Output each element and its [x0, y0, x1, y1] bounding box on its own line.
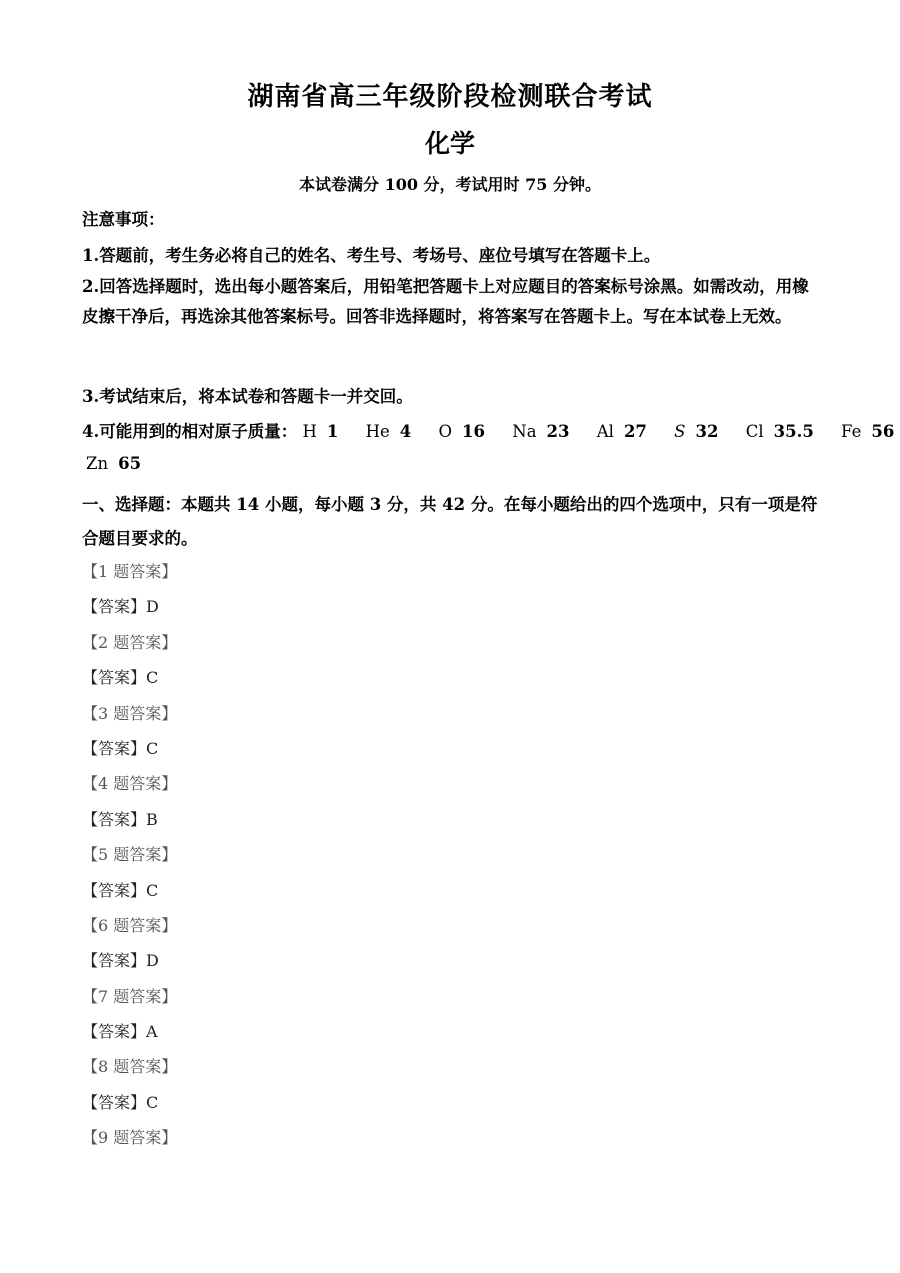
- atomic-mass-row: [82, 418, 900, 442]
- element-symbol: Fe: [841, 422, 862, 441]
- note-item-1: 1.答题前，考生务必将自己的姓名、考生号、考场号、座位号填写在答题卡上。: [82, 246, 661, 265]
- answer-value: 【答案】C: [82, 1092, 159, 1112]
- question-answer-heading: 【2 题答案】: [82, 632, 178, 652]
- subject-title: 化学: [424, 129, 475, 158]
- element-symbol: He: [365, 422, 390, 441]
- note-item-2: 2.回答选择题时，选出每小题答案后，用铅笔把答题卡上对应题目的答案标号涂黑。如需改动，用橡皮擦干净后，再选涂其他答案标号。回答非选择题时，将答案写在答题卡上。写在本试卷上无效。: [82, 277, 809, 326]
- element-mass: 16: [462, 422, 485, 441]
- element-symbol: Zn: [86, 454, 109, 473]
- answer-value: 【答案】C: [82, 880, 159, 900]
- answer-value: 【答案】D: [82, 597, 159, 617]
- question-answer-heading: 【4 题答案】: [82, 774, 178, 794]
- answer-value: 【答案】B: [82, 809, 158, 829]
- note-item-4-label: 4.可能用到的相对原子质量：: [82, 422, 298, 441]
- question-answer-heading: 【5 题答案】: [82, 845, 178, 865]
- element-mass: 1: [326, 422, 339, 441]
- question-answer-heading: 【8 题答案】: [82, 1057, 178, 1077]
- question-answer-heading: 【6 题答案】: [82, 915, 178, 935]
- answer-value: 【答案】C: [82, 738, 159, 758]
- question-answer-heading: 【3 题答案】: [82, 703, 178, 723]
- question-answer-heading: 【7 题答案】: [82, 986, 178, 1006]
- element-symbol: H: [302, 422, 317, 441]
- element-symbol: Na: [512, 422, 537, 441]
- element-mass: 32: [695, 422, 719, 441]
- element-mass: 56: [871, 422, 895, 441]
- answer-value: 【答案】C: [82, 668, 159, 688]
- answer-value: 【答案】A: [82, 1022, 158, 1042]
- element-mass: 35.5: [773, 422, 814, 441]
- element-symbol: Al: [596, 422, 614, 441]
- note-item-3: 3.考试结束后，将本试卷和答题卡一并交回。: [82, 387, 413, 406]
- question-answer-heading: 【1 题答案】: [82, 562, 178, 581]
- element-mass: 27: [623, 422, 647, 441]
- exam-info: 本试卷满分 100 分，考试用时 75 分钟。: [299, 175, 601, 194]
- section-heading: 一、选择题：本题共 14 小题，每小题 3 分，共 42 分。在每小题给出的四个选项中，只有一项是符合题目要求的。: [82, 495, 818, 548]
- atomic-mass-row-2: [86, 454, 141, 473]
- notes-heading: 注意事项：: [82, 210, 165, 229]
- element-symbol: O: [438, 422, 453, 441]
- element-symbol: Cl: [745, 422, 764, 441]
- answer-value: 【答案】D: [82, 951, 159, 971]
- element-symbol: S: [674, 422, 686, 441]
- element-mass: 4: [399, 422, 412, 441]
- question-answer-heading: 【9 题答案】: [82, 1128, 178, 1148]
- answer-list: [82, 562, 177, 1164]
- exam-title: 湖南省高三年级阶段检测联合考试: [247, 82, 653, 112]
- element-mass: 65: [118, 454, 142, 473]
- element-mass: 23: [546, 422, 570, 441]
